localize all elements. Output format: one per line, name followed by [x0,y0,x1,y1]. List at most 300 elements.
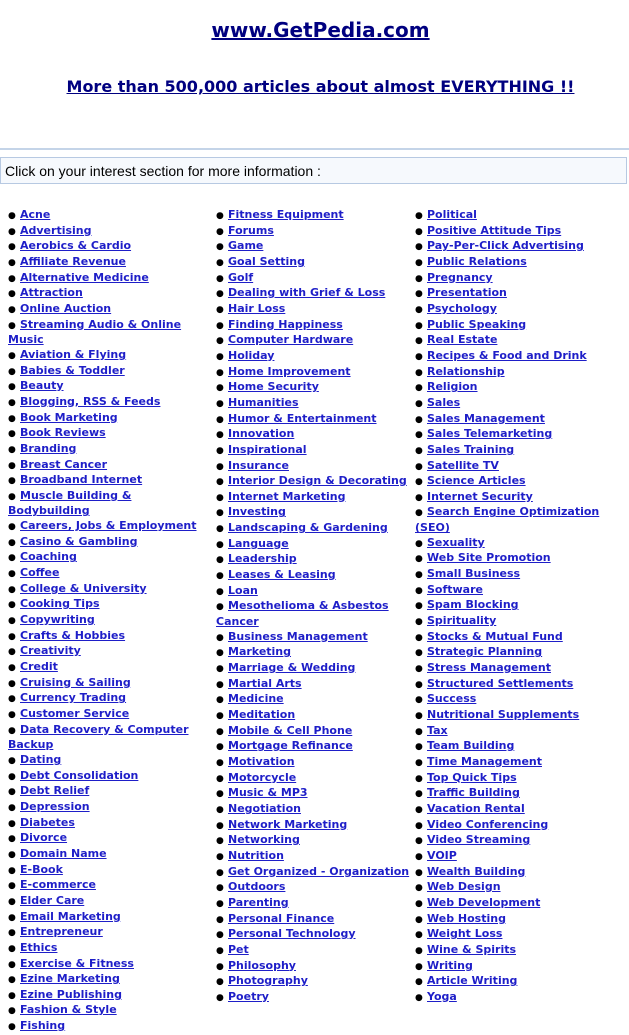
category-link[interactable]: Photography [228,974,308,988]
category-link[interactable]: Small Business [427,567,521,581]
category-link[interactable]: Science Articles [427,474,526,488]
category-link[interactable]: Medicine [228,692,284,706]
bullet-icon: ● [415,242,423,253]
list-item [8,676,208,692]
category-link[interactable]: Beauty [20,379,64,393]
bullet-icon: ● [8,631,16,642]
list-item [8,691,208,707]
bullet-icon: ● [216,383,224,394]
list-item [415,208,615,224]
category-link[interactable]: Spirituality [427,614,497,628]
category-link[interactable]: Muscle Building & Bodybuilding [8,488,132,518]
category-link[interactable]: Mortgage Refinance [228,739,353,753]
list-item [8,613,208,629]
category-link[interactable]: Insurance [228,458,289,472]
bullet-icon: ● [415,711,423,721]
category-link[interactable]: Psychology [427,301,497,315]
category-link[interactable]: Marriage & Wedding [228,661,356,675]
bullet-icon: ● [8,413,16,424]
category-link[interactable]: Attraction [20,286,83,300]
category-link[interactable]: Software [427,582,483,596]
category-link[interactable]: Public Relations [427,254,527,268]
category-link[interactable]: Sales Telemarketing [427,427,553,441]
bullet-icon: ● [8,755,16,766]
category-link[interactable]: Depression [20,799,90,813]
category-link[interactable]: Ezine Marketing [20,972,120,986]
bullet-icon: ● [415,914,423,925]
category-link[interactable]: Tax [427,723,448,737]
bullet-icon: ● [216,477,224,488]
category-link[interactable]: Marketing [228,645,292,659]
bullet-icon: ● [415,836,423,847]
category-link[interactable]: Home Improvement [228,364,351,378]
bullet-icon: ● [8,849,16,860]
category-link[interactable]: Currency Trading [20,691,127,705]
category-link[interactable]: Alternative Medicine [20,270,149,284]
bullet-icon: ● [415,726,423,737]
list-item [415,505,615,535]
bullet-icon: ● [8,881,16,892]
bullet-icon: ● [8,304,16,315]
category-link[interactable]: Blogging, RSS & Feeds [20,394,161,408]
category-link[interactable]: Negotiation [228,801,301,815]
list-item [216,443,412,459]
list-item [216,630,412,646]
category-link[interactable]: Exercise & Fitness [20,956,134,970]
category-link[interactable]: Fitness Equipment [228,208,344,221]
category-link[interactable]: VOIP [427,848,457,862]
list-item [415,333,615,349]
category-link[interactable]: Satellite TV [427,458,499,472]
bullet-icon: ● [415,757,423,768]
list-item [8,800,208,816]
category-link[interactable]: Leadership [228,552,297,566]
category-link[interactable]: Aviation & Flying [20,347,127,361]
list-item [216,224,412,240]
list-item [8,707,208,723]
category-link[interactable]: Web Hosting [427,911,506,925]
category-link[interactable]: Diabetes [20,815,75,829]
list-item [415,630,615,646]
category-link[interactable]: Humanities [228,395,299,409]
bullet-icon: ● [216,289,224,300]
list-item [216,645,412,661]
category-link[interactable]: Fashion & Style [20,1003,117,1017]
list-item [8,224,208,240]
category-link[interactable]: Positive Attitude Tips [427,223,562,237]
list-item [415,927,615,943]
category-link[interactable]: Time Management [427,754,542,768]
category-link[interactable]: Meditation [228,708,296,721]
category-link[interactable]: Business Management [228,629,368,643]
category-link[interactable]: Affiliate Revenue [20,254,126,268]
list-item [8,364,208,380]
list-item [8,816,208,832]
bullet-icon: ● [8,959,16,970]
tagline-link[interactable]: More than 500,000 articles about almost EVERYTHING !! [66,77,575,96]
bullet-icon: ● [8,990,16,1001]
category-link[interactable]: Wealth Building [427,864,526,878]
category-link[interactable]: Presentation [427,286,507,300]
category-link[interactable]: Structured Settlements [427,676,574,690]
category-link[interactable]: Email Marketing [20,909,121,923]
list-item [8,255,208,271]
category-link[interactable]: Article Writing [427,974,518,988]
bullet-icon: ● [216,836,224,847]
list-item [216,677,412,693]
category-link[interactable]: Sales [427,395,461,409]
category-link[interactable]: Acne [20,208,51,221]
category-link[interactable]: Investing [228,505,286,519]
bullet-icon: ● [216,742,224,753]
list-item [415,849,615,865]
list-item [8,957,208,973]
bullet-icon: ● [8,1022,16,1033]
bullet-icon: ● [415,304,423,315]
category-link[interactable]: Holiday [228,348,275,362]
category-link[interactable]: Yoga [427,989,457,1003]
category-link[interactable]: Casino & Gambling [20,534,138,548]
category-link[interactable]: Interior Design & Decorating [228,474,407,488]
bullet-icon: ● [8,242,16,253]
category-link[interactable]: Writing [427,958,473,972]
list-item [415,598,615,614]
bullet-icon: ● [415,648,423,659]
list-item [415,786,615,802]
category-link[interactable]: Real Estate [427,333,498,347]
category-link[interactable]: Wine & Spirits [427,942,517,956]
list-item [415,739,615,755]
category-link[interactable]: Loan [228,583,258,597]
bullet-icon: ● [216,883,224,894]
list-item [8,831,208,847]
category-link[interactable]: E-Book [20,862,63,876]
category-link[interactable]: Pregnancy [427,270,493,284]
list-item [216,974,412,990]
category-link[interactable]: Philosophy [228,958,296,972]
list-item [8,348,208,364]
category-link[interactable]: Pay-Per-Click Advertising [427,239,584,253]
list-item [216,833,412,849]
category-link[interactable]: Copywriting [20,613,95,627]
list-item [216,239,412,255]
category-link[interactable]: Outdoors [228,880,286,894]
category-link[interactable]: Poetry [228,989,269,1003]
category-link[interactable]: Creativity [20,644,81,658]
category-link[interactable]: Video Conferencing [427,817,549,831]
category-link[interactable]: Ezine Publishing [20,987,122,1001]
category-link[interactable]: Internet Marketing [228,489,346,503]
category-link[interactable]: Nutrition [228,848,284,862]
bullet-icon: ● [415,320,423,331]
bullet-icon: ● [216,726,224,737]
category-link[interactable]: Spam Blocking [427,598,519,612]
bullet-icon: ● [216,242,224,253]
list-item [8,426,208,442]
bullet-icon: ● [415,773,423,784]
bullet-icon: ● [415,211,423,221]
category-link[interactable]: Babies & Toddler [20,363,125,377]
category-link[interactable]: Search Engine Optimization (SEO) [415,505,600,535]
category-link[interactable]: Sales Training [427,442,515,456]
category-link[interactable]: Nutritional Supplements [427,708,580,721]
category-link[interactable]: Web Site Promotion [427,551,551,565]
list-item [415,349,615,365]
list-item [8,629,208,645]
list-item [415,318,615,334]
list-item [415,912,615,928]
category-link[interactable]: Inspirational [228,442,307,456]
category-link[interactable]: Dealing with Grief & Loss [228,286,386,300]
bullet-icon: ● [415,336,423,347]
category-link[interactable]: Fishing [20,1019,66,1033]
category-link[interactable]: Dating [20,752,62,766]
category-link[interactable]: Video Streaming [427,833,531,847]
category-link[interactable]: Vacation Rental [427,801,525,815]
category-link[interactable]: Ethics [20,940,58,954]
bullet-icon: ● [415,461,423,472]
bullet-icon: ● [216,992,224,1003]
category-link[interactable]: Streaming Audio & Online Music [8,317,182,347]
category-link[interactable]: Mesothelioma & Asbestos Cancer [216,599,389,629]
category-link[interactable]: Breast Cancer [20,457,108,471]
category-link[interactable]: Hair Loss [228,301,286,315]
category-link[interactable]: Data Recovery & Computer Backup [8,722,189,752]
category-link[interactable]: Golf [228,270,254,284]
category-link[interactable]: Divorce [20,831,68,845]
bullet-icon: ● [8,444,16,455]
category-link[interactable]: Pet [228,942,249,956]
list-item [415,583,615,599]
list-item [415,755,615,771]
category-link[interactable]: Home Security [228,380,319,394]
list-item [8,566,208,582]
bullet-icon: ● [8,647,16,658]
list-item [216,521,412,537]
list-item [415,818,615,834]
list-item [8,753,208,769]
category-link[interactable]: Web Design [427,880,501,894]
bullet-icon: ● [216,414,224,425]
bullet-icon: ● [8,522,16,533]
bullet-icon: ● [8,350,16,361]
category-link[interactable]: Finding Happiness [228,317,343,331]
bullet-icon: ● [8,476,16,487]
category-link[interactable]: Book Reviews [20,426,106,440]
list-item [8,644,208,660]
list-item [216,865,412,881]
list-item [216,786,412,802]
bullet-icon: ● [216,367,224,378]
list-item [216,474,412,490]
category-link[interactable]: Goal Setting [228,254,305,268]
bullet-icon: ● [216,632,224,643]
list-item [415,974,615,990]
category-link[interactable]: Aerobics & Cardio [20,239,132,253]
category-link[interactable]: Motivation [228,754,295,768]
bullet-icon: ● [8,382,16,393]
list-item [415,412,615,428]
category-link[interactable]: Domain Name [20,846,107,860]
category-link[interactable]: Political [427,208,477,221]
list-item [8,519,208,535]
category-link[interactable]: Internet Security [427,489,533,503]
category-link[interactable]: Success [427,692,477,706]
bullet-icon: ● [8,616,16,627]
bullet-icon: ● [216,648,224,659]
category-link[interactable]: Debt Relief [20,784,90,798]
list-item [415,224,615,240]
bullet-icon: ● [415,789,423,800]
category-link[interactable]: Online Auction [20,301,112,315]
bullet-icon: ● [415,257,423,268]
category-link[interactable]: Credit [20,660,58,674]
category-link[interactable]: Computer Hardware [228,333,354,347]
list-item [8,988,208,1004]
list-item [216,692,412,708]
list-item [415,614,615,630]
category-link[interactable]: Language [228,536,289,550]
bullet-icon: ● [216,304,224,315]
category-link[interactable]: Customer Service [20,707,130,720]
bullet-icon: ● [415,538,423,549]
list-item [216,755,412,771]
list-item [216,739,412,755]
category-link[interactable]: Personal Finance [228,911,335,925]
category-link[interactable]: Martial Arts [228,676,302,690]
bullet-icon: ● [216,804,224,815]
category-link[interactable]: Elder Care [20,893,85,907]
category-link[interactable]: Cooking Tips [20,597,100,611]
bullet-icon: ● [415,664,423,675]
category-link[interactable]: Stocks & Mutual Fund [427,629,563,643]
category-link[interactable]: Entrepreneur [20,925,103,939]
category-link[interactable]: Get Organized - Organization [228,864,410,878]
category-link[interactable]: Sales Management [427,411,545,425]
bullet-icon: ● [415,445,423,456]
category-link[interactable]: Relationship [427,364,505,378]
category-link[interactable]: Coaching [20,550,77,564]
bullet-icon: ● [216,398,224,409]
bullet-icon: ● [415,289,423,300]
bullet-icon: ● [8,366,16,377]
category-link[interactable]: Branding [20,441,77,455]
list-item [415,271,615,287]
bullet-icon: ● [8,491,16,502]
category-link[interactable]: College & University [20,581,147,595]
category-link[interactable]: Careers, Jobs & Employment [20,519,197,533]
list-item [8,910,208,926]
list-item [216,459,412,475]
bullet-icon: ● [415,632,423,643]
category-link[interactable]: Recipes & Food and Drink [427,348,587,362]
list-item [415,536,615,552]
list-item [8,395,208,411]
list-item [216,584,412,600]
bullet-icon: ● [415,601,423,612]
bullet-icon: ● [216,695,224,706]
bullet-icon: ● [415,477,423,488]
category-link[interactable]: Sexuality [427,535,485,549]
category-link[interactable]: Cruising & Sailing [20,675,131,689]
bullet-icon: ● [216,524,224,535]
bullet-icon: ● [415,367,423,378]
list-item [216,912,412,928]
list-item [216,396,412,412]
bullet-icon: ● [415,945,423,956]
category-link[interactable]: Public Speaking [427,317,527,331]
list-item [8,473,208,489]
category-link[interactable]: Humor & Entertainment [228,411,377,425]
list-item [216,537,412,553]
list-item [216,568,412,584]
bullet-icon: ● [415,398,423,409]
category-link[interactable]: Traffic Building [427,786,520,800]
list-item [8,411,208,427]
category-link[interactable]: Strategic Planning [427,645,543,659]
list-item [8,379,208,395]
category-link[interactable]: Game [228,239,264,253]
header-divider [0,148,629,150]
category-link[interactable]: Broadband Internet [20,473,143,487]
list-item [8,863,208,879]
category-link[interactable]: Music & MP3 [228,786,308,800]
list-item [216,490,412,506]
category-link[interactable]: Mobile & Cell Phone [228,723,353,737]
list-item [216,880,412,896]
list-item [8,925,208,941]
bullet-icon: ● [216,851,224,862]
category-link[interactable]: Motorcycle [228,770,297,784]
category-link[interactable]: Networking [228,833,300,847]
category-link[interactable]: E-commerce [20,878,96,892]
category-link[interactable]: Innovation [228,427,295,441]
list-item [8,318,208,348]
category-link[interactable]: Landscaping & Gardening [228,521,388,535]
category-link[interactable]: Top Quick Tips [427,770,517,784]
list-item [415,865,615,881]
category-link[interactable]: Parenting [228,895,289,909]
list-item [8,660,208,676]
category-link[interactable]: Web Development [427,895,541,909]
bullet-icon: ● [415,617,423,628]
category-link[interactable]: Crafts & Hobbies [20,628,126,642]
category-link[interactable]: Advertising [20,223,92,237]
category-link[interactable]: Debt Consolidation [20,768,139,782]
bullet-icon: ● [216,508,224,519]
category-link[interactable]: Forums [228,223,274,237]
bullet-icon: ● [216,757,224,768]
category-link[interactable]: Religion [427,380,478,394]
category-link[interactable]: Network Marketing [228,817,348,831]
bullet-icon: ● [415,851,423,862]
list-item [216,286,412,302]
site-title-link[interactable]: www.GetPedia.com [211,18,430,42]
category-link[interactable]: Coffee [20,566,60,580]
category-link[interactable]: Leases & Leasing [228,568,336,582]
bullet-icon: ● [216,539,224,550]
category-link[interactable]: Team Building [427,739,515,753]
category-link[interactable]: Stress Management [427,661,551,675]
list-item [216,333,412,349]
bullet-icon: ● [8,1006,16,1017]
category-link[interactable]: Book Marketing [20,410,118,424]
category-link[interactable]: Personal Technology [228,927,356,941]
category-link[interactable]: Weight Loss [427,927,503,941]
list-item [415,443,615,459]
list-item [8,941,208,957]
bullet-icon: ● [8,584,16,595]
